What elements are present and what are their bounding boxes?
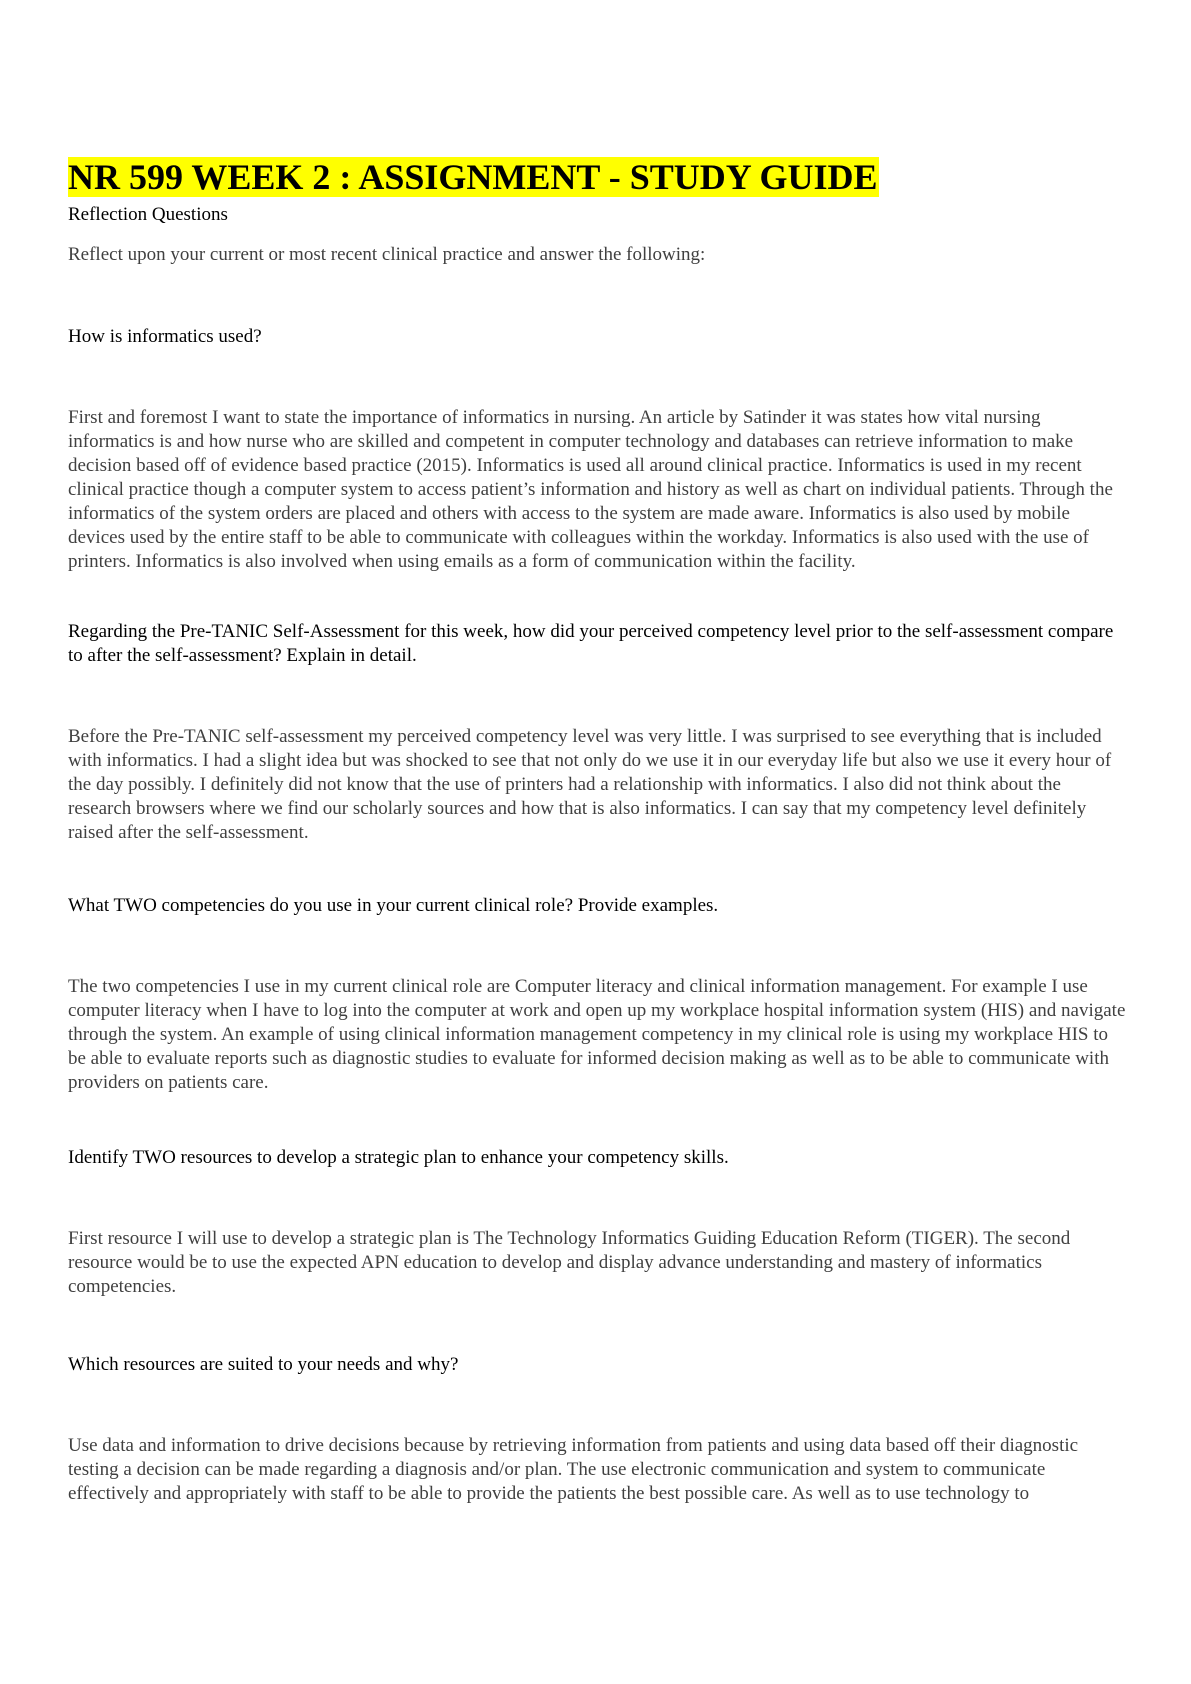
highlighted-title-text: NR 599 WEEK 2 : ASSIGNMENT - STUDY GUIDE xyxy=(68,157,878,197)
answer-2: Before the Pre-TANIC self-assessment my perceived competency level was very little. I was surprised to see everything that is included with informatics. I had a slight idea but was shocked to see that not only do we use it in our everyday life but also we use it every hour of the day possibly. I definitely did not know that the use of printers had a relationship with informatics. I also did not think about the research browsers where we find our scholarly sources and how that is also informatics. I can say that my competency level definitely raised after the self-assessment. xyxy=(68,726,1112,843)
question-2: Regarding the Pre-TANIC Self-Assessment for this week, how did your perceived competency level prior to the self-assessment compare to after the self-assessment? Explain in detail. xyxy=(68,621,1114,666)
answer-5: Use data and information to drive decisions because by retrieving information from patients and using data based off their diagnostic testing a decision can be made regarding a diagnosis and/or plan. The use electronic communication and system to communicate effectively and appropriately with staff to be able to provide the patients the best possible care. As well as to use technology to xyxy=(68,1435,1079,1504)
question-1: How is informatics used? xyxy=(68,326,262,347)
document-title xyxy=(68,155,879,199)
question-5: Which resources are suited to your needs and why? xyxy=(68,1354,459,1375)
subtitle: Reflection Questions xyxy=(68,204,228,225)
question-4: Identify TWO resources to develop a strategic plan to enhance your competency skills. xyxy=(68,1147,729,1168)
answer-1: First and foremost I want to state the importance of informatics in nursing. An article by Satinder it was states how vital nursing informatics is and how nurse who are skilled and competent in computer technology and databases can retrieve information to make decision based off of evidence based practice (2015). Informatics is used all around clinical practice. Informatics is used in my recent clinical practice though a computer system to access patient’s information and history as well as chart on individual patients. Through the informatics of the system orders are placed and others with access to the system are made aware. Informatics is also used by mobile devices used by the entire staff to be able to communicate with colleagues within the workday. Informatics is also used with the use of printers. Informatics is also involved when using emails as a form of communication within the facility. xyxy=(68,407,1113,572)
answer-3: The two competencies I use in my current clinical role are Computer literacy and clinical information management. For example I use computer literacy when I have to log into the computer at work and open up my workplace hospital information system (HIS) and navigate through the system. An example of using clinical information management competency in my clinical role is using my workplace HIS to be able to evaluate reports such as diagnostic studies to evaluate for informed decision making as well as to be able to communicate with providers on patients care. xyxy=(68,976,1126,1093)
question-3: What TWO competencies do you use in your current clinical role? Provide examples. xyxy=(68,895,719,916)
answer-4: First resource I will use to develop a strategic plan is The Technology Informatics Guiding Education Reform (TIGER). The second resource would be to use the expected APN education to develop and display advance understanding and mastery of informatics competencies. xyxy=(68,1228,1071,1297)
intro-text: Reflect upon your current or most recent clinical practice and answer the following: xyxy=(68,244,706,265)
